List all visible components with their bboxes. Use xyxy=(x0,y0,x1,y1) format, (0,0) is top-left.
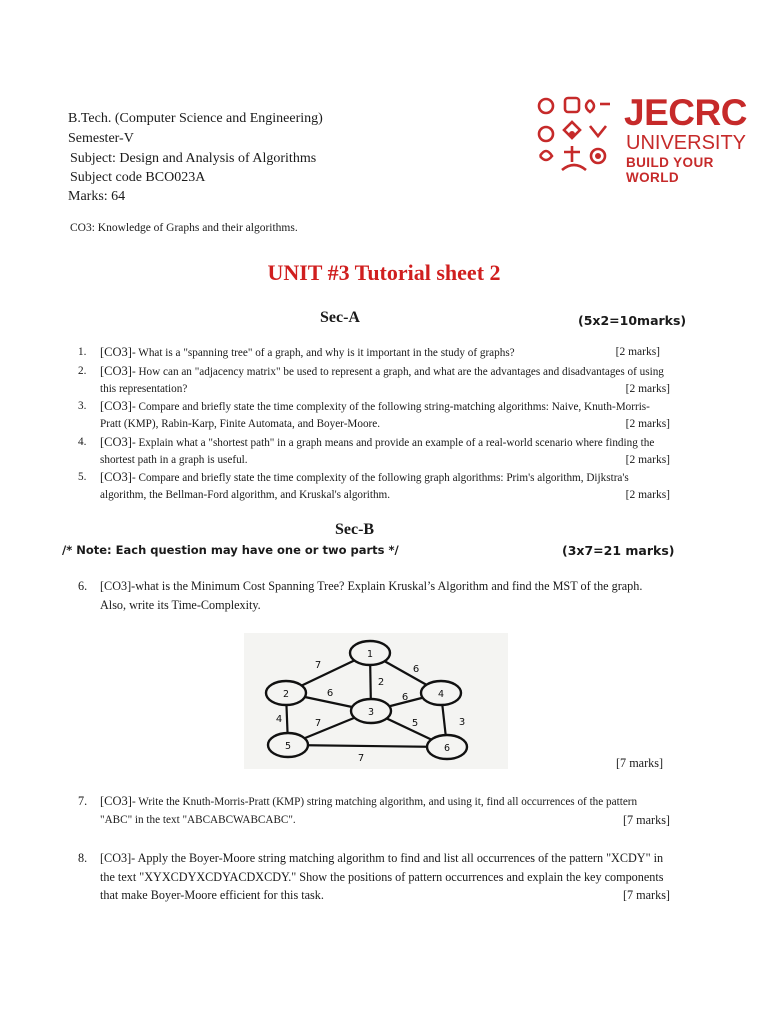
marks-line: Marks: 64 xyxy=(68,189,126,204)
course-outcome-note: CO3: Knowledge of Graphs and their algorithms. xyxy=(70,222,298,234)
question-2 xyxy=(70,363,670,398)
question-marks: [2 marks] xyxy=(625,382,670,395)
question-text: - Write the Knuth-Morris-Pratt (KMP) string matching algorithm, and using it, find all occurrences of the pattern "ABC" in the text "ABCABCWABCABC". xyxy=(100,796,638,826)
node-label: 3 xyxy=(367,707,375,718)
question-marks: [2 marks] xyxy=(625,453,670,466)
question-text: [CO3]- Apply the Boyer-Moore string matching algorithm to find and list all occurrences of the pattern "XCDY" in the text "XYXCDYXCDYACDXCDY." Show the positions of pattern occurrences and explain the key components that make Boyer-Moore efficient for this task. xyxy=(100,851,664,902)
question-6 xyxy=(78,577,670,615)
edge-weight: 6 xyxy=(326,688,334,699)
subject-line: Subject: Design and Analysis of Algorithms xyxy=(70,151,317,166)
edge-weight: 7 xyxy=(314,718,322,729)
logo-university: UNIVERSITY xyxy=(626,132,747,154)
edge-weight: 3 xyxy=(458,717,466,728)
question-text: - What is a "spanning tree" of a graph, and why is it important in the study of graphs? xyxy=(131,347,515,359)
question-4 xyxy=(70,434,670,469)
question-number: 6. xyxy=(78,579,88,593)
edge-weight: 7 xyxy=(314,660,322,671)
question-number: 1. xyxy=(78,346,87,358)
emblem-icon xyxy=(534,94,614,178)
university-logo xyxy=(534,92,754,185)
question-marks: [2 marks] xyxy=(625,489,670,501)
sec-a-question-list xyxy=(70,344,670,505)
question-7 xyxy=(78,792,670,829)
question-text: - Compare and briefly state the time complexity of the following graph algorithms: Prim's algorithm, Dijkstra's algorithm, the Bellman-Ford algorithm, and Kruskal's algorithm. xyxy=(100,472,629,501)
edge-weight: 6 xyxy=(401,692,409,703)
edge-weight: 5 xyxy=(411,718,419,729)
co-tag: [CO3] xyxy=(100,470,132,484)
question-marks: [2 marks] xyxy=(625,418,670,430)
sec-b-heading: Sec-B xyxy=(335,521,375,538)
question-text: - Compare and briefly state the time complexity of the following string-matching algorithms: Naive, Knuth-Morris-Pratt (KMP), Rabin-Karp, Finite Automata, and Boyer-Moore. xyxy=(100,401,650,430)
question-3 xyxy=(70,398,670,433)
question-marks: [2 marks] xyxy=(615,346,660,358)
page-title: UNIT #3 Tutorial sheet 2 xyxy=(267,260,501,285)
question-number: 5. xyxy=(78,471,87,483)
sec-a-marks: (5x2=10marks) xyxy=(578,313,687,328)
question-text: [CO3]-what is the Minimum Cost Spanning Tree? Explain Kruskal’s Algorithm and find the MST of the graph. Also, write its Time-Complexity. xyxy=(100,579,643,612)
edge-weight: 7 xyxy=(357,753,365,764)
edge-weight: 6 xyxy=(412,664,420,675)
sec-b-note: /* Note: Each question may have one or two parts */ xyxy=(62,543,399,557)
edge-weight: 4 xyxy=(275,714,283,725)
question-marks: [7 marks] xyxy=(622,813,670,827)
node-label: 4 xyxy=(437,689,445,700)
node-label: 1 xyxy=(366,649,374,660)
question-marks: [7 marks] xyxy=(622,888,670,902)
subject-code-line: Subject code BCO023A xyxy=(70,170,206,185)
co-tag: [CO3] xyxy=(100,794,132,808)
question-text: - How can an "adjacency matrix" be used to represent a graph, and what are the advantages and disadvantages of using this representation? xyxy=(100,365,664,395)
node-label: 2 xyxy=(282,689,290,700)
logo-tagline: BUILD YOUR WORLD xyxy=(626,155,714,185)
question-text: - Explain what a "shortest path" in a graph means and provide an example of a real-world scenario where finding the shortest path in a graph is useful. xyxy=(100,436,655,466)
node-label: 5 xyxy=(284,741,292,752)
weighted-graph xyxy=(244,633,508,769)
logo-name: JECRC xyxy=(624,92,747,133)
question-number: 4. xyxy=(78,435,87,448)
co-tag: [CO3] xyxy=(100,399,132,413)
edge-5-6 xyxy=(288,745,447,747)
question-5 xyxy=(70,469,670,504)
question-1 xyxy=(70,344,670,362)
node-label: 6 xyxy=(443,743,451,754)
question-number: 7. xyxy=(78,794,88,808)
course-line: B.Tech. (Computer Science and Engineering) xyxy=(68,111,323,126)
question-8 xyxy=(78,849,670,905)
edge-weight: 2 xyxy=(377,677,385,688)
graph-figure xyxy=(244,633,508,769)
semester-line: Semester-V xyxy=(68,131,134,146)
question-number: 8. xyxy=(78,851,88,865)
question-number: 2. xyxy=(78,364,87,377)
question-number: 3. xyxy=(78,400,87,412)
sec-a-heading: Sec-A xyxy=(320,309,360,326)
co-tag: [CO3] xyxy=(100,363,132,378)
q6-marks: [7 marks] xyxy=(616,756,664,770)
co-tag: [CO3] xyxy=(100,345,132,359)
co-tag: [CO3] xyxy=(100,434,132,449)
sec-b-marks: (3x7=21 marks) xyxy=(562,543,675,558)
